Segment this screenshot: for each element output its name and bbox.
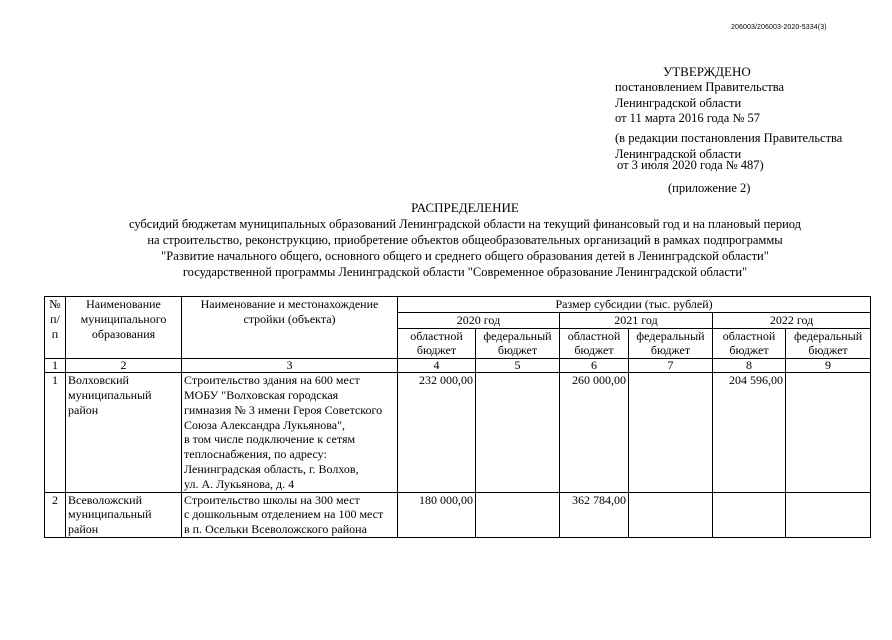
- approval-stamp: [615, 64, 885, 196]
- appendix-note: (приложение 2): [668, 180, 751, 195]
- header-year: 2022 год: [713, 312, 871, 328]
- amount-2022-regional: 204 596,00: [713, 373, 786, 492]
- amount-2020-federal: [476, 492, 560, 537]
- document-heading: [60, 200, 870, 280]
- table-row: [45, 373, 871, 492]
- column-number: 3: [182, 359, 398, 373]
- object-line: в п. Осельки Всеволожского района: [184, 522, 367, 537]
- object-line: МОБУ "Волховская городская: [184, 387, 339, 402]
- column-number-row: [45, 359, 871, 373]
- amount-2022-federal: [786, 492, 871, 537]
- approval-line: от 11 марта 2016 года № 57: [615, 111, 760, 126]
- column-number: 1: [45, 359, 66, 373]
- object-line: Строительство здания на 600 мест: [184, 373, 360, 388]
- object-description: [182, 492, 398, 537]
- object-line: гимназия № 3 имени Героя Советского: [184, 402, 383, 417]
- header-year: 2020 год: [398, 312, 560, 328]
- subsidy-table: [44, 296, 871, 538]
- approval-line: от 3 июля 2020 года № 487): [617, 157, 764, 172]
- header-num: № п/п: [45, 297, 66, 359]
- column-number: 7: [629, 359, 713, 373]
- document-title: РАСПРЕДЕЛЕНИЕ: [411, 200, 519, 215]
- object-line: Союза Александра Лукьянова",: [184, 417, 346, 432]
- amount-2021-federal: [629, 373, 713, 492]
- header-regional-budget: областной бюджет: [398, 328, 476, 359]
- approval-title: УТВЕРЖДЕНО: [663, 64, 751, 79]
- amount-2022-regional: [713, 492, 786, 537]
- document-number: 206003/206003-2020-5334(3): [731, 24, 827, 31]
- row-number: 1: [45, 373, 66, 492]
- header-regional-budget: областной бюджет: [560, 328, 629, 359]
- column-number: 8: [713, 359, 786, 373]
- header-federal-budget: федеральный бюджет: [786, 328, 871, 359]
- header-municipality: Наименование муниципального образования: [66, 297, 182, 359]
- amount-2020-regional: 232 000,00: [398, 373, 476, 492]
- object-line: с дошкольным отделением на 100 мест: [184, 507, 384, 522]
- header-federal-budget: федеральный бюджет: [476, 328, 560, 359]
- municipality-name: Волховский муниципальный район: [66, 373, 182, 492]
- column-number: 6: [560, 359, 629, 373]
- object-line: ул. А. Лукьянова, д. 4: [184, 476, 295, 491]
- approval-line: (в редакции постановления Правительства: [615, 131, 843, 146]
- approval-line: Ленинградской области: [615, 146, 742, 161]
- header-subsidy: Размер субсидии (тыс. рублей): [398, 297, 871, 313]
- header-regional-budget: областной бюджет: [713, 328, 786, 359]
- row-number: 2: [45, 492, 66, 537]
- approval-line: постановлением Правительства: [615, 79, 785, 94]
- object-line: в том числе подключение к сетям: [184, 432, 356, 447]
- heading-line: субсидий бюджетам муниципальных образований Ленинградской области на текущий финансовый год и на плановый период: [128, 217, 802, 231]
- object-line: теплоснабжения, по адресу:: [184, 447, 327, 462]
- heading-line: на строительство, реконструкцию, приобретение объектов общеобразовательных организаций в рамках подпрограммы: [147, 233, 783, 247]
- column-number: 2: [66, 359, 182, 373]
- column-number: 4: [398, 359, 476, 373]
- object-line: Ленинградская область, г. Волхов,: [184, 461, 359, 476]
- heading-line: государственной программы Ленинградской области "Современное образование Ленинградской области": [182, 265, 748, 279]
- column-number: 5: [476, 359, 560, 373]
- object-line: Строительство школы на 300 мест: [184, 492, 360, 507]
- amount-2020-federal: [476, 373, 560, 492]
- object-description: [182, 373, 398, 492]
- amount-2021-regional: 260 000,00: [560, 373, 629, 492]
- header-federal-budget: федеральный бюджет: [629, 328, 713, 359]
- header-object: Наименование и местонахождение стройки (объекта): [182, 297, 398, 359]
- column-number: 9: [786, 359, 871, 373]
- amount-2020-regional: 180 000,00: [398, 492, 476, 537]
- table-row: [45, 492, 871, 537]
- approval-line: Ленинградской области: [615, 95, 742, 110]
- municipality-name: Всеволожский муниципальный район: [66, 492, 182, 537]
- header-year: 2021 год: [560, 312, 713, 328]
- amount-2021-federal: [629, 492, 713, 537]
- amount-2021-regional: 362 784,00: [560, 492, 629, 537]
- amount-2022-federal: [786, 373, 871, 492]
- heading-line: "Развитие начального общего, основного общего и среднего общего образования детей в Ленинградской области": [161, 249, 769, 263]
